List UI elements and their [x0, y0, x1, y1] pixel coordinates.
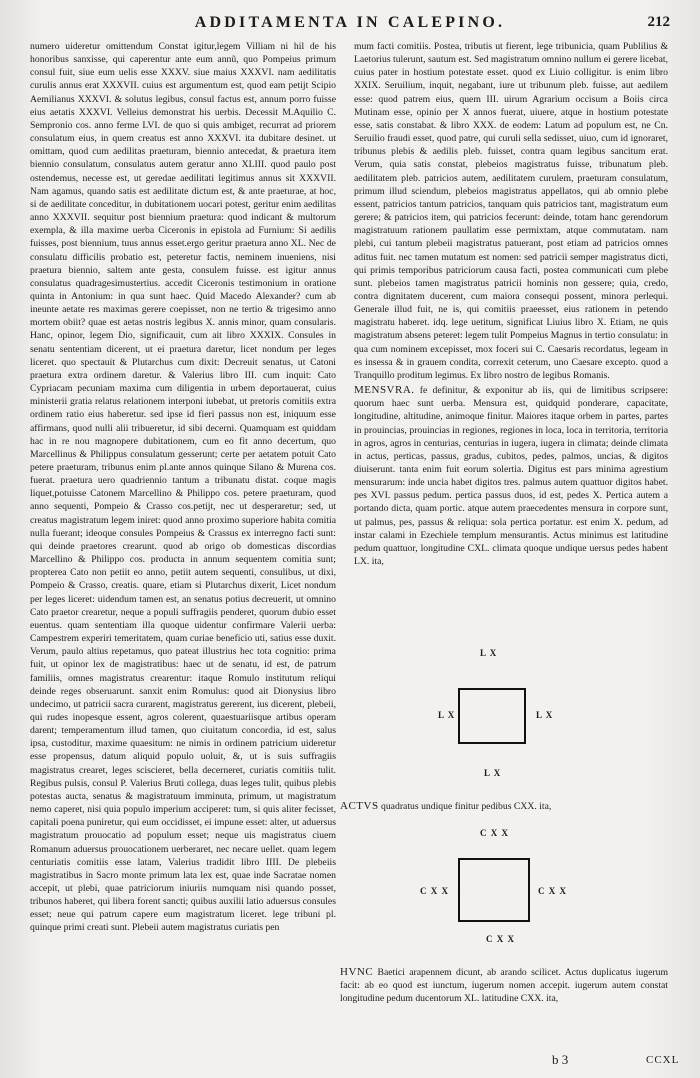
hunc-entry: [340, 966, 668, 1040]
hunc-text: Baetici arapennem dicunt, ab arando scilicet. Actus duplicatus iugerum facit: ab eo quod est iunctum, iugerum nomen accepit. iugerum autem constat longitudine pedum ducentorum XL. latitudine CXX. ita,: [340, 967, 668, 1005]
actus-right-label: C X X: [538, 886, 567, 896]
actus-left-label: C X X: [420, 886, 449, 896]
clima-top-label: L X: [480, 648, 498, 658]
page-header: [40, 14, 670, 40]
right-column-text: mum facti comitiis. Postea, tributis ut fierent, lege tribunicia, quam Publilius & Laetorius tulerunt, sautum est. Sed magistratum omnino nullum ei gerere licebat, cuius pater in hostium potestate esset. quod ex Liuio colligitur. is enim libro XXIX. Seruilium, inquit, negabant, iure ut tribunum pleb. fuisse, aut aedilem esse: quod patrem eius, quem III. uirum Agrarium occisum a Boiis circa Mutinam esse, opinio per X annos fuerat, uiuere, atque in hostium potestate esse, satis constabat. & libro XXX. de eodem: Latum ad populum est, ne Cn. Seruilio fraudi esset, quod patre, qui curuli sella sedisset, uiuo, cum id ignoraret, tribunus plebis & aedilis pleb. fuisset, contra quam legibus sancitum erat. Verum, quia satis constat, plebeios magistratus fuisse, tribunatum pleb. aedilitatem pleb. patricios autem, aedilitatem curulem, praeturam consulatum, primum illud sciendum, plebeios magistratus appellatos, qui ab omnio plebe essent, patricios tantum patricios, tanquam quis patricios tant, magistratum eum gerere; & patricios item, qui patricios fecerunt: deinde, totam hanc gerendorum magistratuum rationem paullatim esse permixtam, atque commutatam. nam plebi, cui tantum plebeii magistratus patuerant, post etiam ad patricios omnes aditus fuit. nec tamen mutatum est nomen: sed patricii semper magistratus dicti, qui primis temporibus patriciorum causa facti, postea communicati cum plebe sunt. plebeios tamen magistratus patricii hominis non gessere; quia, credo, contra dignitatem ducerent, cum maiora consequi possent, minora perlequi. Generale illud fuit, ne is, qui comitiis praeesset, eius rationem in petendo magistratu haberet. idq. lege uetitum, significat Liuius libro X. Etiam, ne quis magistratum absens peteret: legem tulit Pompeius Magnus in tertio consulatu: in qua cum nominem excepisset, mox foceri sui C. Caesaris recordatus, legeam in es insessa & in grauem condita, correxit ceterum, uno Caesare excepto. quod a Tranquillo proditum legimus. Ex libro nostro de legibus Romanis.: [354, 41, 668, 381]
clima-bottom-label: L X: [484, 768, 502, 778]
clima-right-label: L X: [536, 710, 554, 720]
left-column-text: numero uideretur omittendum Constat igitur,legem Villiam ni hil de his honoribus sanxisse, qui caperentur ante eum annũ, quo Pompeius primum consul fuit, siue eum uelis esse XXXV. siue maius XXXVI. nam aedilitatis curulis annus erat XXXVII. cuius est argumentum est, quod eam petijt Scipio Aemilianus XXXVI. & solutus legibus, consul factus est, annum porro fuisse eius aetatis XXXVI. Velleius demonstrat his uerbis. Decessit M.Aquilio C. Sempronio cos. anno ferme LVI. de quo si quis ambiget, recurrat ad priorem consulatum eius, in quem creatus est anno XXXVI. ita dubitare desinet. ut omittam, quod cum aedilitas praeturam, biennio antecedat, & praetura item biennio consulatum, consulatus autem geratur anno XLIII. quod paulo post ostendemus, necesse est, ut geredae aedilitati legitimus annus sit XXXVII. Nam agamus, quando satis est aedilitate dictum est, & ante praeturae, at hoc, si de aedilitate conceditur, in dubitationem uocari potest, geritur enim aedilitas anno XXXVII. sequitur post biennium praetura: quod indicant & multorum exempla, & illa maxime uerba Ciceronis in epistola ad Furnium: Si aedilis fuisses, post biennium, tuus annus esset.ergo geritur praetura anno XL. Nec de consulatu difficilis probatio est, peteretur factis, neminem inueniens, nisi praetura biennio, saltem ante gesta, consulem fuisse. est igitur annus consulatus quadragesimustertius. accedit Ciceronis testimonium in oratione quinta in Antonium: in qua sunt haec. Quid Macedo Alexander? cum ab ineunte aetate res maximas gerere coepisset, non ne tertio & trigesimo anno mortem obiit? quae est aetas nostris legibus X. annis minor, quam consularis. Hanc, opinor, legem Dio, significauit, cum ait libro XXXIX. Consules in senatu sententiam dicerent, ut ei praetura daretur, licet nondum per leges liceret. quo spectauit & Plutarchus cum dixit: Decreuit senatus, ut Catoni praetura extra ordinem daretur. & Valerius libro III. cum inquit: Cato Cypriacam pecuniam maxima cum diligentia in urbem deportauerat, cuius ministerii gratia relatus relationem interponi iubebat, ut pretoris comitiis extra ordinem ratio eius haberetur. sed ipse id fieri passus non est, iniquum esse affirmans, quod nulli alii tribueretur, id sibi decerni. Quamquam est quiddam hac in re nou magnopere dubitationem, cum eo fit anno decertum, quo Marcellinus & Philippus consulatum gesserunt; certe per aetatem potuit Cato petere praeturam, tribunus enim pl.ante annos quinque Silano & Murena cos. fuerat. praetura uero quadriennio tantum a tribunatu distat. coque magis liquet,potuisse Catonem Marcellino & Philippo cos. petere praeturam, quod anno sequenti, Pompeio & Crasso cos.petijt, nec ut desperaretur; sed, ut creatus magistratum legem iniret: quod anno proximo superiore habita comitia nulla fuerant; ideoque consules Pompeius & Crassus ex interregno facti sunt: qui deinde praetores crearunt. quod ab origo ob domesticas discordias Marcellino & Philippo cos. producta in annum sequentem comitia sunt; propterea Cato non petiit eo anno, petiit autem sequenti, consulibus, ut dixi, Pompeio & Crasso, creatis. quare, etiam si Plutarchus dixerit, Licet nondum per leges liceret: uidendum tamen est, an senatus potius decreuerit, ut omnino Cato praetor crearetur, neque a populi suffragiis penderet, quorum dubio esset euentus. quam sententiam illa quoque uidentur confirmare Valerii uerba: Campestrem experiri temeritatem, quam curiae beneficio uti, satius esse duxit. Verum, paulo altius repetamus, quo pateat illustrius hec tota cognitio: prima fuit, ut opinor lex de magistratibus: haec ut de senatu, id est, de patrum familiis, omnes magistratus crearentur: itaque Romulo institutum reliqui deinde reges obseruarunt. sanxit enim Romulus: quod ait Dionysius libro undecimo, ut patricii sacra curarent, magistratus gererent, ius dicerent, plebeii, qui rudes inopesque essent, agros colerent, quaestuariisque artibus operam darent; temperamentum illud tamen, quo ciuitatum concordia, id est, salus ipsa, custoditur, maxime quaesitum: ne nimis in ordinem patricium uideretur esse propensus, datum aliquid populo uoluit, &, ut is suis suffragiis magistratus crearet, leges sciscieret, bella decerneret, curiatis comitiis tulit. Regibus pulsis, consul P. Valerius Bruti collega, duas leges tulit, quibus plebis potestas aucta, senatus & magistratuum imminuta, primum, ut magistratum nemo caperet, nisi quia populo imperium acciperet: tum, si quis aliter fecisset, capitali poena puniretur, qui eum occidisset, ei impune esset: alter, ut aduersus magistratum prouocatio ad populum esset; neque uis magistratus ciuem Romanum aduersus prouocationem uerberaret, nec necare uellet. quam legem centuriatis comitiis esse latam, Valerius tradidit libro IIII. De plebeiis magistratibus in Sacro monte primum lata lex est, quae inde Sacratae nomen accepit, ut plebi, quae patriciorum iniuriis numquam nisi quando posset, tribunos haberet, qui libera forent sancti; quibus auxilii latio aduersus consules esset; neue qui patrum capere eum magistratum liceret. lege tribuni pl. quinque primi creati sunt. Plebeii autem magistratus curiatis pen: [30, 41, 336, 934]
top-folio-number: 212: [647, 14, 670, 30]
actus-head: ACTVS: [340, 800, 379, 812]
bottom-folio: CCXL: [646, 1054, 680, 1066]
actus-text: quadratus undique finitur pedibus CXX. ita,: [380, 801, 552, 812]
mensura-entry: [354, 384, 668, 568]
running-head: ADDITAMENTA IN CALEPINO.: [194, 14, 506, 31]
actus-top-label: C X X: [480, 828, 509, 838]
right-column: [354, 40, 668, 640]
actus-entry: [340, 800, 668, 830]
mensura-text: fe definitur, & exponitur ab iis, qui de limitibus scripsere: quorum haec sunt uerba. Mensura est, quidquid ponderare, capacitate, longitudine, altitudine, animoque finitur. Maiores itaque orbem in partes, partes in prouincias, prouincias in regiones, regiones in loca, loca in territoria, territoria in agros, agros in centurias, centurias in iugera, iugera in climata; deinde climata in actus, perticas, passus, gradus, cubitos, pedes, palmos, uncias, & digitos diuiserunt. tanta enim fuit eorum solertia. Digitus est pars minima agrestium mensurarum: inde uncia habet digitos tres. palmus autem quattuor digitos habet. pes XVI. passus pedum. pertica passus duos, id est, pedes X. Pertica autem a portando dicta, quam portic. atque autem praecedentes mensura in corpore sunt, ut palmus, pes, passus & reliqua: sola pertica portatur. est enim X. pedum, ad instar calami in Ezechiele templum mensurantis. Actus minimus est latitudine pedum quattuor, longitudine CXL. climata quoque undique uersus pedes habent LX. ita,: [354, 385, 668, 568]
mensura-head: MENSVRA.: [354, 384, 415, 397]
left-column: [30, 40, 336, 1040]
actus-square: [458, 858, 530, 922]
actus-bottom-label: C X X: [486, 934, 515, 944]
clima-square: [458, 688, 526, 744]
signature-mark: b 3: [552, 1052, 569, 1067]
clima-left-label: L X: [438, 710, 456, 720]
hunc-head: HVNC: [340, 966, 374, 978]
